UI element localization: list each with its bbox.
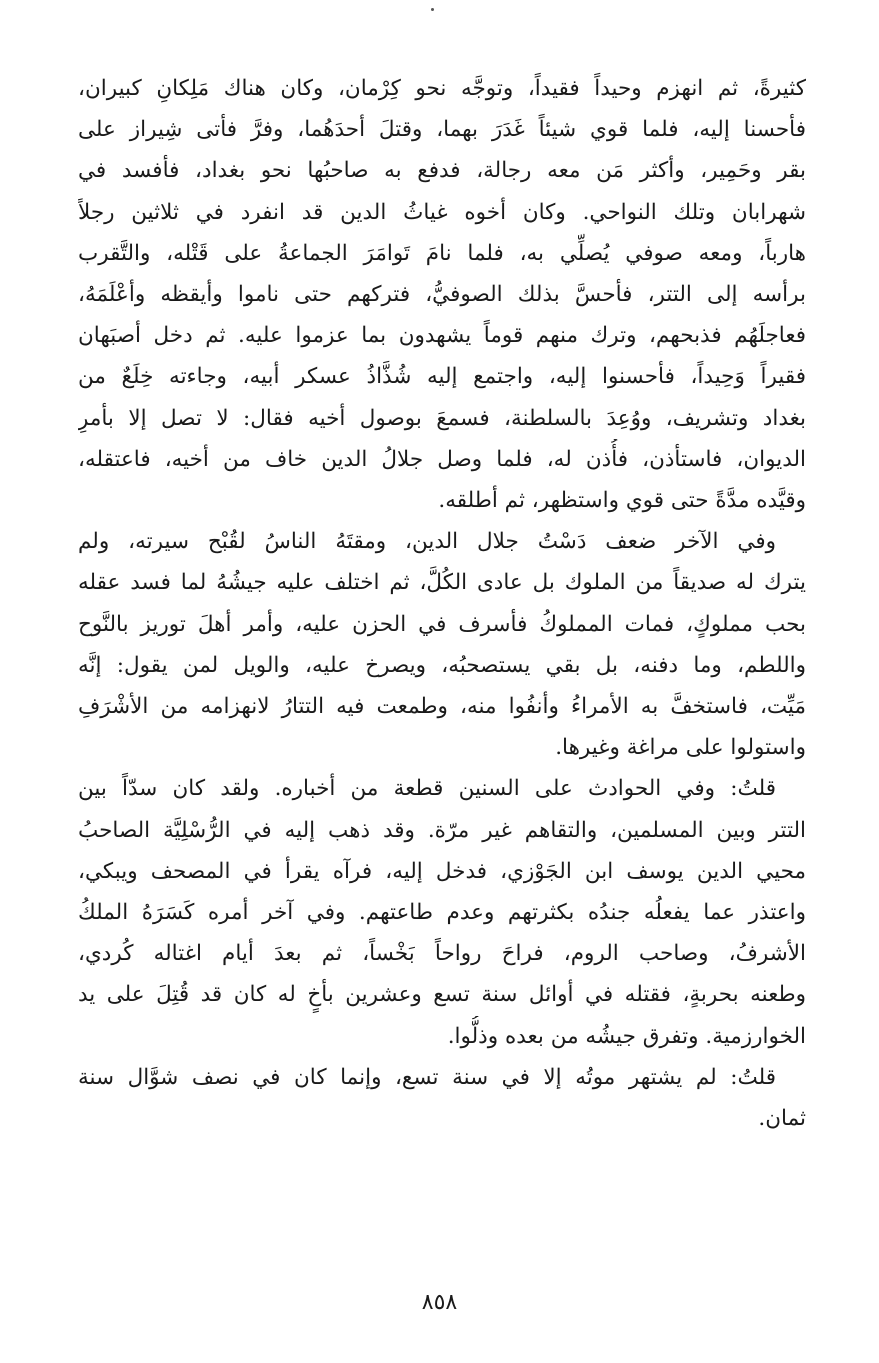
text-line: الخوارزمية. وتفرق جيشُه من بعده وذلُّوا. — [447, 1023, 806, 1049]
text-line: الديوان، فاستأذن، فأُذن له، فلما وصل جلالُ الدين خاف من أخيه، فاعتقله، — [78, 446, 806, 472]
text-line: فقيراً وَحِيداً، فأحسنوا إليه، واجتمع إليه شُذَّاذُ عسكر أبيه، وجاءته خِلَعٌ من — [78, 364, 806, 390]
text-line: يترك له صديقاً من الملوك بل عادى الكُلَّ، ثم اختلف عليه جيشُهُ لما فسد عقله — [78, 570, 806, 596]
text-line: ثمان. — [758, 1106, 806, 1132]
page-body — [78, 68, 806, 1139]
text-line: بغداد وتشريف، ووُعِدَ بالسلطنة، فسمعَ بوصول أخيه فقال: لا تصل إلا بأمرِ — [78, 405, 806, 431]
text-line: قلتُ: لم يشتهر موتُه إلا في سنة تسع، وإنما كان في نصف شوَّال سنة — [78, 1064, 776, 1090]
paragraph-3 — [78, 768, 806, 1056]
paragraph-1 — [78, 68, 806, 521]
text-line: برأسه إلى التتر، فأحسَّ بذلك الصوفيُّ، فتركهم حتى ناموا وأيقظه وأعْلَمَهُ، — [78, 282, 806, 308]
paragraph-4 — [78, 1057, 806, 1139]
top-dot-mark — [431, 8, 434, 11]
paragraph-2 — [78, 521, 806, 768]
text-line: بقر وحَمِير، وأكثر مَن معه رجالة، فدفع به صاحبُها نحو بغداد، فأفسد في — [78, 158, 806, 184]
text-line: هارباً، ومعه صوفي يُصلِّي به، فلما نامَ تَوامَرَ الجماعةُ على قَتْله، والتَّقرب — [78, 240, 806, 266]
text-line: كثيرةً، ثم انهزم وحيداً فقيداً، وتوجَّه نحو كِرْمان، وكان هناك مَلِكانِ كبيران، — [78, 76, 806, 101]
text-line: واعتذر عما يفعلُه جندُه بكثرتهم وعدم طاعتهم. وفي آخر أمره كَسَرَهُ الملكُ — [78, 900, 806, 926]
text-line: قلتُ: وفي الحوادث على السنين قطعة من أخباره. ولقد كان سدّاً بين — [78, 776, 776, 802]
text-line: مَيِّت، فاستخفَّ به الأمراءُ وأنفُوا منه، وطمعت فيه التتارُ لانهزامه من الأشْرَفِ — [78, 694, 806, 720]
page-number: ٨٥٨ — [421, 1290, 458, 1315]
text-line: محيي الدين يوسف ابن الجَوْزي، فدخل إليه، فرآه يقرأ في المصحف ويبكي، — [78, 858, 806, 884]
text-line: فأحسنا إليه، فلما قوي شيئاً غَدَرَ بهما، وقتلَ أحدَهُما، وفرَّ فأتى شِيراز على — [78, 117, 806, 143]
text-line: وقيَّده مدَّةً حتى قوي واستظهر، ثم أطلقه. — [438, 488, 806, 514]
text-line: وطعنه بحربةٍ، فقتله في أوائل سنة تسع وعشرين بأخٍ له كان قد قُتِلَ على يد — [78, 982, 806, 1008]
text-line: واللطم، وما دفنه، بل بقي يستصحبُه، ويصرخ عليه، والويل لمن يقول: إنَّه — [78, 652, 806, 678]
text-line: بحب مملوكٍ، فمات المملوكُ فأسرف في الحزن عليه، وأمر أهلَ توريز بالنَّوح — [78, 611, 806, 637]
text-line: الأشرفُ، وصاحب الروم، فراحَ رواحاً بَخْساً، ثم بعدَ أيام اغتاله كُردي، — [78, 941, 806, 967]
text-line: فعاجلَهُم فذبحهم، وترك منهم قوماً يشهدون بما عزموا عليه. ثم دخل أصبَهان — [78, 323, 806, 349]
text-line: وفي الآخر ضعف دَسْتُ جلال الدين، ومقتَهُ الناسُ لقُبْح سيرته، ولم — [78, 529, 776, 555]
text-line: التتر وبين المسلمين، والتقاهم غير مرّة. وقد ذهب إليه في الرُّسْلِيَّة الصاحبُ — [78, 817, 806, 843]
text-line: شهرابان وتلك النواحي. وكان أخوه غياثُ الدين قد انفرد في ثلاثين رجلاً — [78, 199, 806, 225]
text-line: واستولوا على مراغة وغيرها. — [555, 735, 806, 761]
